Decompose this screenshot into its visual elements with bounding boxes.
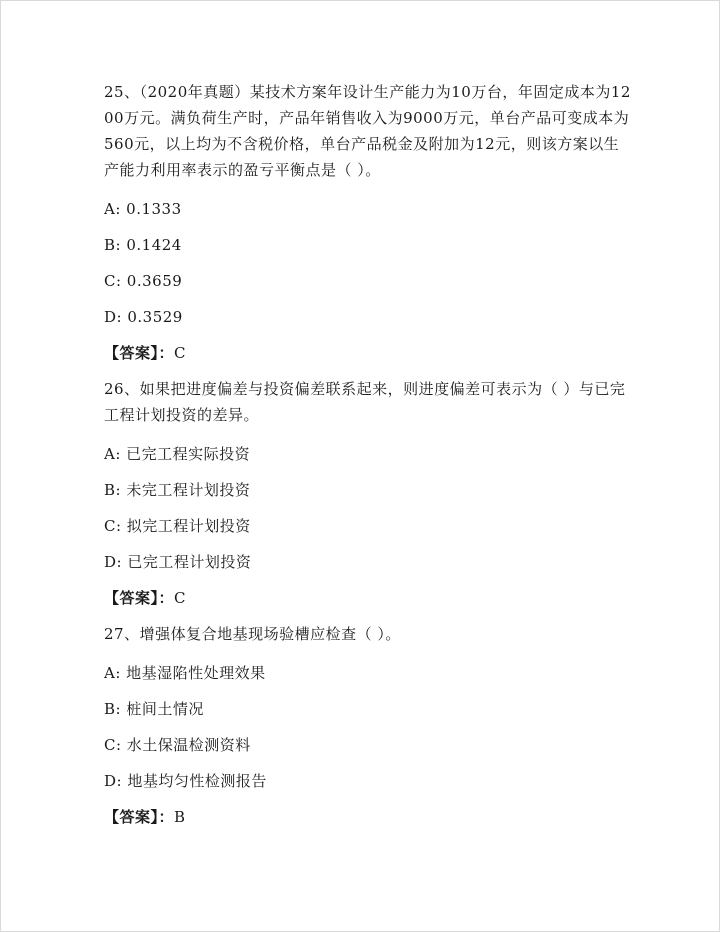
question-27 (104, 621, 634, 830)
question-stem: 25、（2020年真题）某技术方案年设计生产能力为10万台，年固定成本为1200万元。满负荷生产时，产品年销售收入为9000万元，单台产品可变成本为560元，以上均为不含税价格，单台产品税金及附加为12元，则该方案以生产能力利用率表示的盈亏平衡点是（ ）。 (104, 83, 631, 179)
option-b: B: 0.1424 (104, 236, 182, 254)
question-stem: 27、增强体复合地基现场验槽应检查（ ）。 (104, 625, 401, 643)
answer-value: C (174, 589, 186, 607)
question-list (104, 79, 634, 840)
option-d: D: 已完工程计划投资 (104, 553, 252, 571)
answer-label: 【答案】： (104, 589, 175, 607)
answer-line (104, 340, 634, 366)
answer-line (104, 804, 634, 830)
question-25 (104, 79, 634, 366)
answer-value: B (174, 808, 186, 826)
answer-label: 【答案】： (104, 344, 175, 362)
option-b: B: 未完工程计划投资 (104, 481, 251, 499)
answer-line (104, 585, 634, 611)
option-b: B: 桩间土情况 (104, 700, 204, 718)
option-a: A: 0.1333 (104, 200, 182, 218)
option-d: D: 地基均匀性检测报告 (104, 772, 267, 790)
option-c: C: 0.3659 (104, 272, 183, 290)
answer-label: 【答案】： (104, 808, 175, 826)
question-26 (104, 376, 634, 611)
option-a: A: 地基湿陷性处理效果 (104, 664, 266, 682)
option-a: A: 已完工程实际投资 (104, 445, 251, 463)
option-c: C: 水土保温检测资料 (104, 736, 251, 754)
option-c: C: 拟完工程计划投资 (104, 517, 251, 535)
answer-value: C (174, 344, 186, 362)
option-d: D: 0.3529 (104, 308, 183, 326)
question-stem: 26、如果把进度偏差与投资偏差联系起来，则进度偏差可表示为（ ）与已完工程计划投资的差异。 (104, 380, 626, 424)
